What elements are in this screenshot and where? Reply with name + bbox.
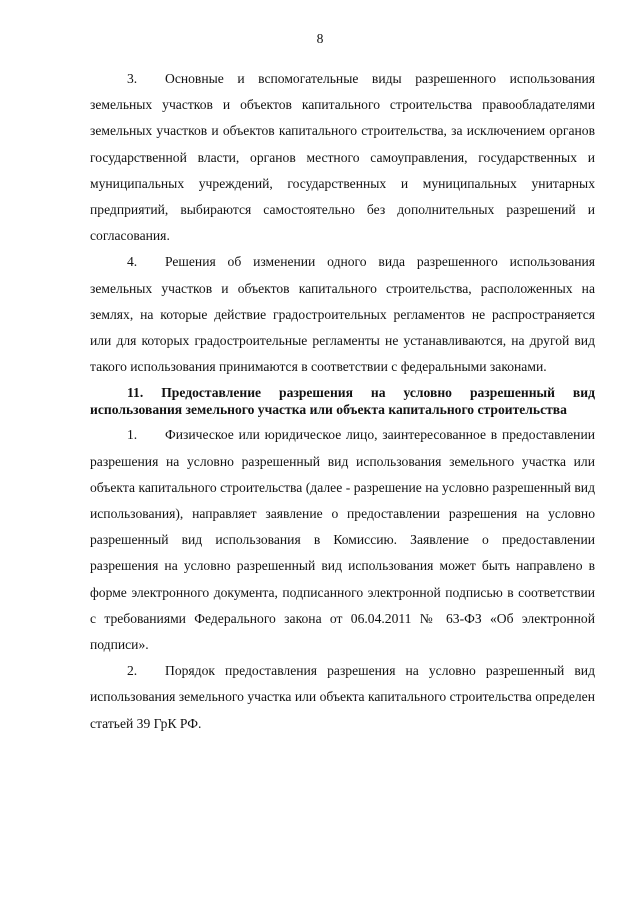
paragraph-3 bbox=[90, 66, 595, 249]
paragraph-text: Физическое или юридическое лицо, заинтересованное в предоставлении разрешения на условно разрешенный вид использования земельного участка или объекта капитального строительства (далее - разрешение на условно разрешенный вид использования), направляет заявление о предоставлении разрешения на условно разрешенный вид использования в Комиссию. Заявление о предоставлении разрешения на условно разрешенный вид использования может быть направлено в форме электронного документа, подписанного электронной подписью в соответствии с требованиями Федерального закона от 06.04.2011 № 63-ФЗ «Об электронной подписи». bbox=[90, 427, 595, 653]
section-paragraph-2 bbox=[90, 658, 595, 737]
section-paragraph-1 bbox=[90, 422, 595, 658]
paragraph-number: 4. bbox=[127, 254, 138, 270]
document-body bbox=[90, 66, 595, 737]
section-heading: 11. Предоставление разрешения на условно разрешенный вид использования земельного участка или объекта капитального строительства bbox=[90, 385, 595, 417]
page-number: 8 bbox=[316, 31, 324, 46]
paragraph-text: Решения об изменении одного вида разрешенного использования земельных участков и объектов капитального строительства, расположенных на землях, на которые действие градостроительных регламентов не распространяется или для которых градостроительные регламенты не устанавливаются, на другой вид такого использования принимаются в соответствии с федеральными законами. bbox=[90, 254, 595, 375]
paragraph-number: 2. bbox=[127, 663, 138, 679]
paragraph-number: 1. bbox=[127, 427, 138, 443]
paragraph-number: 3. bbox=[127, 71, 138, 86]
paragraph-4 bbox=[90, 249, 595, 380]
paragraph-text: Порядок предоставления разрешения на условно разрешенный вид использования земельного участка или объекта капитального строительства определен статьей 39 ГрК РФ. bbox=[90, 663, 595, 731]
paragraph-text: Основные и вспомогательные виды разрешенного использования земельных участков и объектов капитального строительства правообладателями земельных участков и объектов капитального строительства, за исключением органов государственной власти, органов местного самоуправления, государственных и муниципальных учреждений, государственных и муниципальных унитарных предприятий, выбираются самостоятельно без дополнительных разрешений и согласования. bbox=[90, 71, 595, 244]
